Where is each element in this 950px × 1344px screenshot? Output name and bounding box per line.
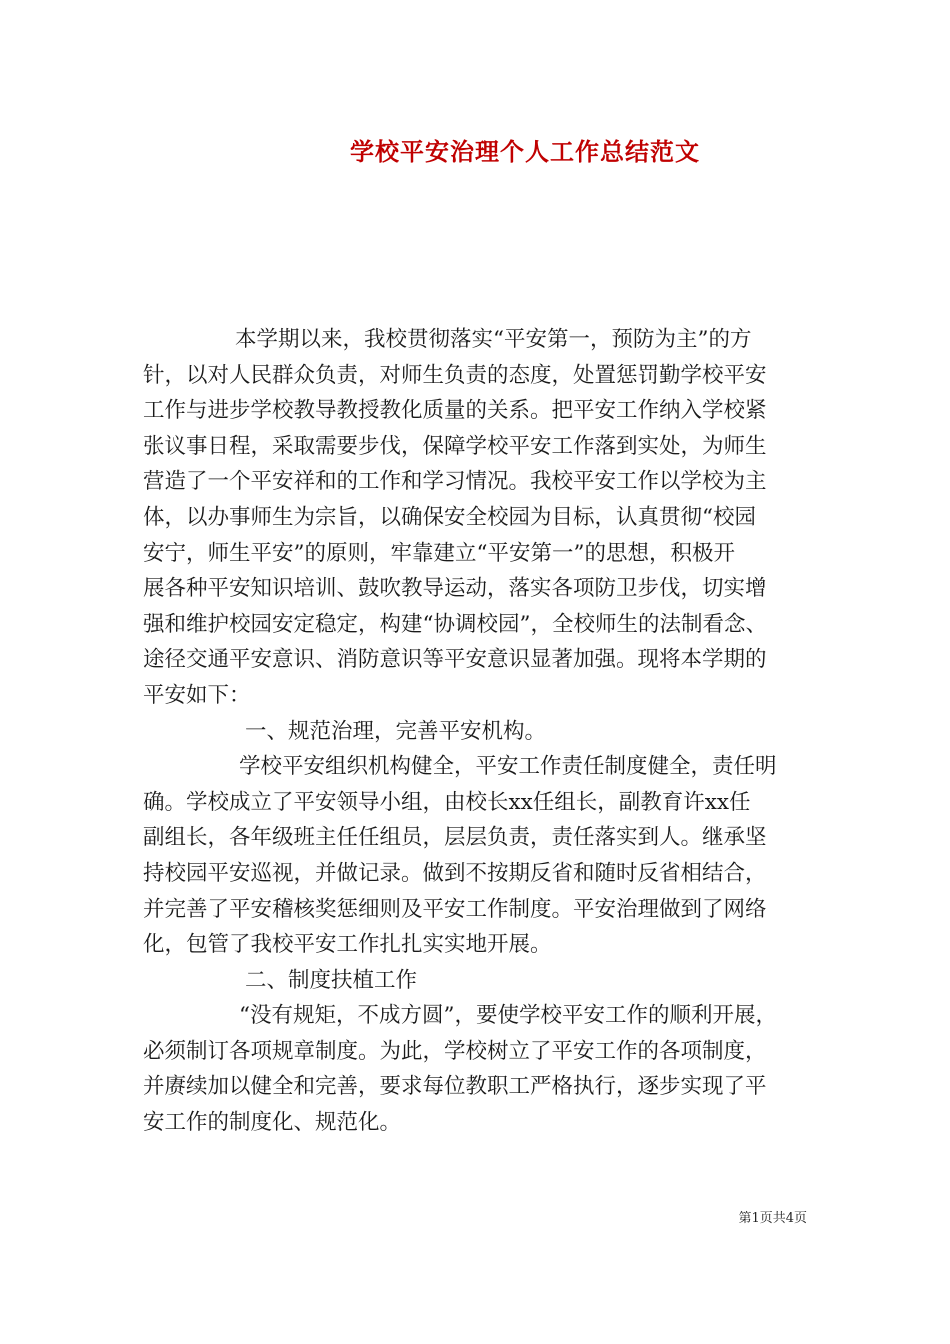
paragraph-line: 必须制订各项规章制度。为此，学校树立了平安工作的各项制度， xyxy=(143,1038,767,1064)
paragraph-line: 学校平安组织机构健全，平安工作责任制度健全，责任明 xyxy=(239,754,777,780)
paragraph-line: 安宁，师生平安”的原则，牢靠建立“平安第一”的思想，积极开 xyxy=(143,540,735,566)
paragraph-line: 展各种平安知识培训、鼓吹教导运动，落实各项防卫步伐，切实增 xyxy=(143,576,767,602)
paragraph-line: 并完善了平安稽核奖惩细则及平安工作制度。平安治理做到了网络 xyxy=(143,896,767,922)
paragraph-line: 并赓续加以健全和完善，要求每位教职工严格执行，逐步实现了平 xyxy=(143,1074,767,1100)
paragraph-line: 工作与进步学校教导教授教化质量的关系。把平安工作纳入学校紧 xyxy=(143,398,767,424)
paragraph-line: 持校园平安巡视，并做记录。做到不按期反省和随时反省相结合， xyxy=(143,860,767,886)
paragraph-line: “没有规矩，不成方圆”，要使学校平安工作的顺利开展， xyxy=(239,1003,777,1029)
paragraph-line: 强和维护校园安定稳定，构建“协调校园”，全校师生的法制看念、 xyxy=(143,611,767,637)
page-number: 第1页共4页 xyxy=(738,1211,807,1226)
paragraph-line: 平安如下： xyxy=(143,682,251,708)
document-title: 学校平安治理个人工作总结范文 xyxy=(350,137,700,166)
paragraph-line: 安工作的制度化、规范化。 xyxy=(143,1110,402,1136)
section-heading: 二、制度扶植工作 xyxy=(245,967,418,993)
paragraph-line: 营造了一个平安祥和的工作和学习情况。我校平安工作以学校为主 xyxy=(143,469,767,495)
paragraph-line: 确。学校成立了平安领导小组，由校长xx任组长，副教育许xx任 xyxy=(143,789,751,815)
paragraph-line: 张议事日程，采取需要步伐，保障学校平安工作落到实处，为师生 xyxy=(143,433,767,459)
document-body xyxy=(143,322,809,1141)
paragraph-line: 途径交通平安意识、消防意识等平安意识显著加强。现将本学期的 xyxy=(143,647,767,673)
paragraph-line: 针，以对人民群众负责，对师生负责的态度，处置惩罚勤学校平安 xyxy=(143,362,767,388)
paragraph-line: 化，包管了我校平安工作扎扎实实地开展。 xyxy=(143,932,552,958)
section-heading: 一、规范治理，完善平安机构。 xyxy=(245,718,547,744)
paragraph-line: 本学期以来，我校贯彻落实“平安第一，预防为主”的方 xyxy=(235,327,752,352)
paragraph-line: 副组长，各年级班主任任组员，层层负责，责任落实到人。继承坚 xyxy=(143,825,767,851)
paragraph-line: 体，以办事师生为宗旨，以确保安全校园为目标，认真贯彻“校园 xyxy=(143,504,756,530)
